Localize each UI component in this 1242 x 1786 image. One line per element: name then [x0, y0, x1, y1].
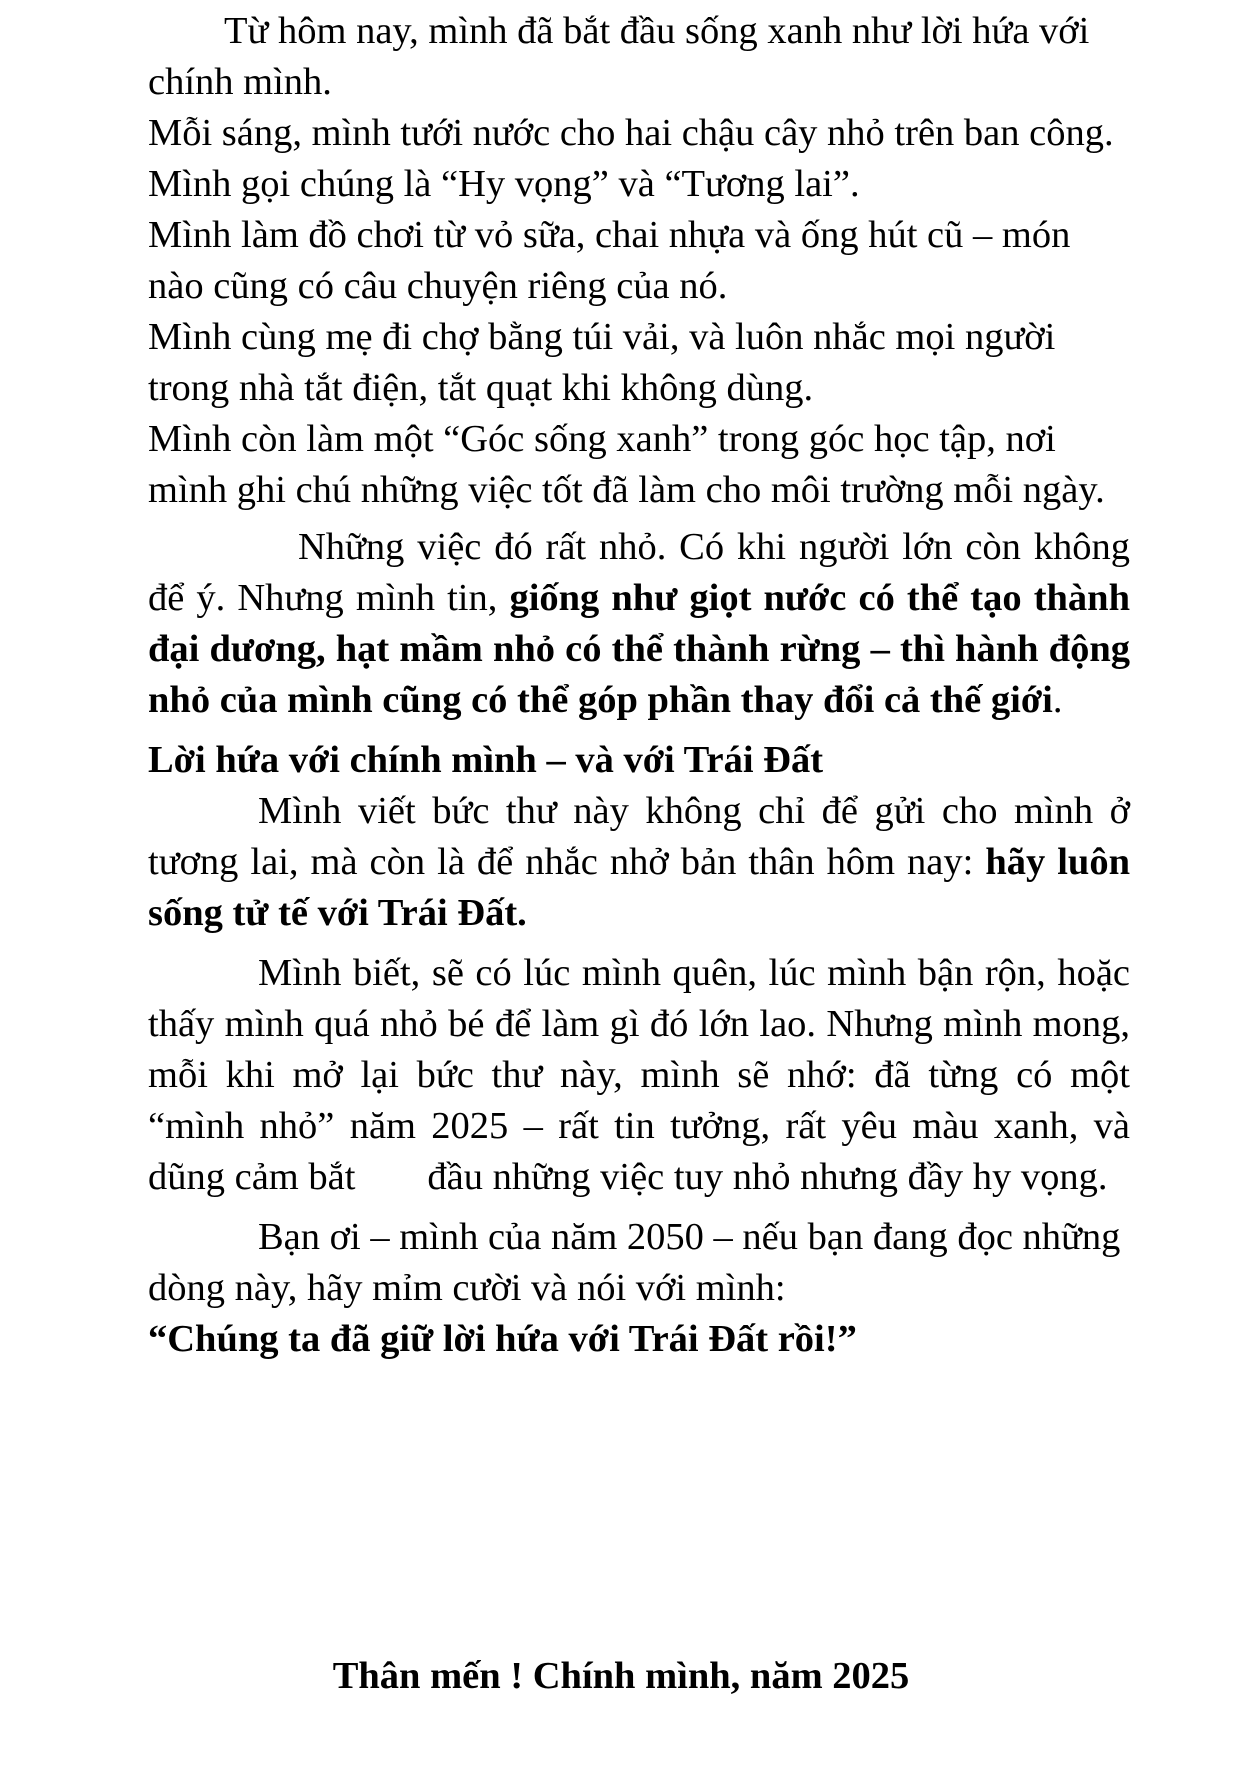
purpose-text: Mình viết bức thư này không chỉ để gửi cho mình ở tương lai, mà còn là để nhắc nhở bản thân hôm nay: [148, 790, 1130, 883]
intro-line-5: Mình còn làm một “Góc sống xanh” trong góc học tập, nơi mình ghi chú những việc tốt đã làm cho môi trường mỗi ngày. [148, 418, 1105, 511]
purpose-emphasis: hãy luôn sống tử tế với Trái Đất. [148, 841, 1130, 934]
letter-body [148, 6, 1130, 1365]
intro-line-1: Từ hôm nay, mình đã bắt đầu sống xanh như lời hứa với chính mình. [148, 10, 1090, 103]
hope-text-before: Mình biết, sẽ có lúc mình quên, lúc mình bận rộn, hoặc thấy mình quá nhỏ bé để làm gì đó lớn lao. Nhưng mình mong, mỗi khi mở lại bức thư này, mình sẽ nhớ: đã từng có một “mình nhỏ” năm 2025 – rất tin tưởng, rất yêu màu xanh, và dũng cảm bắt [148, 952, 1130, 1198]
small-actions-text: Những việc đó rất nhỏ. Có khi người lớn còn không để ý. Nhưng mình tin, [148, 526, 1130, 619]
small-actions-paragraph [148, 522, 1130, 726]
future-paragraph: Bạn ơi – mình của năm 2050 – nếu bạn đang đọc những dòng này, hãy mỉm cười và nói với mình: [148, 1216, 1121, 1309]
hope-paragraph [148, 948, 1130, 1203]
hope-text-after: đầu những việc tuy nhỏ nhưng đầy hy vọng. [427, 1156, 1108, 1198]
intro-line-4: Mình cùng mẹ đi chợ bằng túi vải, và luôn nhắc mọi người trong nhà tắt điện, tắt quạt khi không dùng. [148, 316, 1056, 409]
intro-line-2: Mỗi sáng, mình tưới nước cho hai chậu cây nhỏ trên ban công. Mình gọi chúng là “Hy vọng” và “Tương lai”. [148, 112, 1114, 205]
intro-line-3: Mình làm đồ chơi từ vỏ sữa, chai nhựa và ống hút cũ – món nào cũng có câu chuyện riêng của nó. [148, 214, 1071, 307]
signature: Thân mến ! Chính mình, năm 2025 [332, 1655, 910, 1697]
purpose-paragraph [148, 786, 1130, 939]
small-actions-emphasis: giống như giọt nước có thể tạo thành đại dương, hạt mầm nhỏ có thể thành rừng – thì hành động nhỏ của mình cũng có thể góp phần thay đổi cả thế giới [148, 577, 1130, 721]
section-heading: Lời hứa với chính mình – và với Trái Đất [148, 739, 824, 781]
small-actions-period: . [1052, 679, 1063, 721]
closing-quote: “Chúng ta đã giữ lời hứa với Trái Đất rồi!” [148, 1318, 857, 1360]
